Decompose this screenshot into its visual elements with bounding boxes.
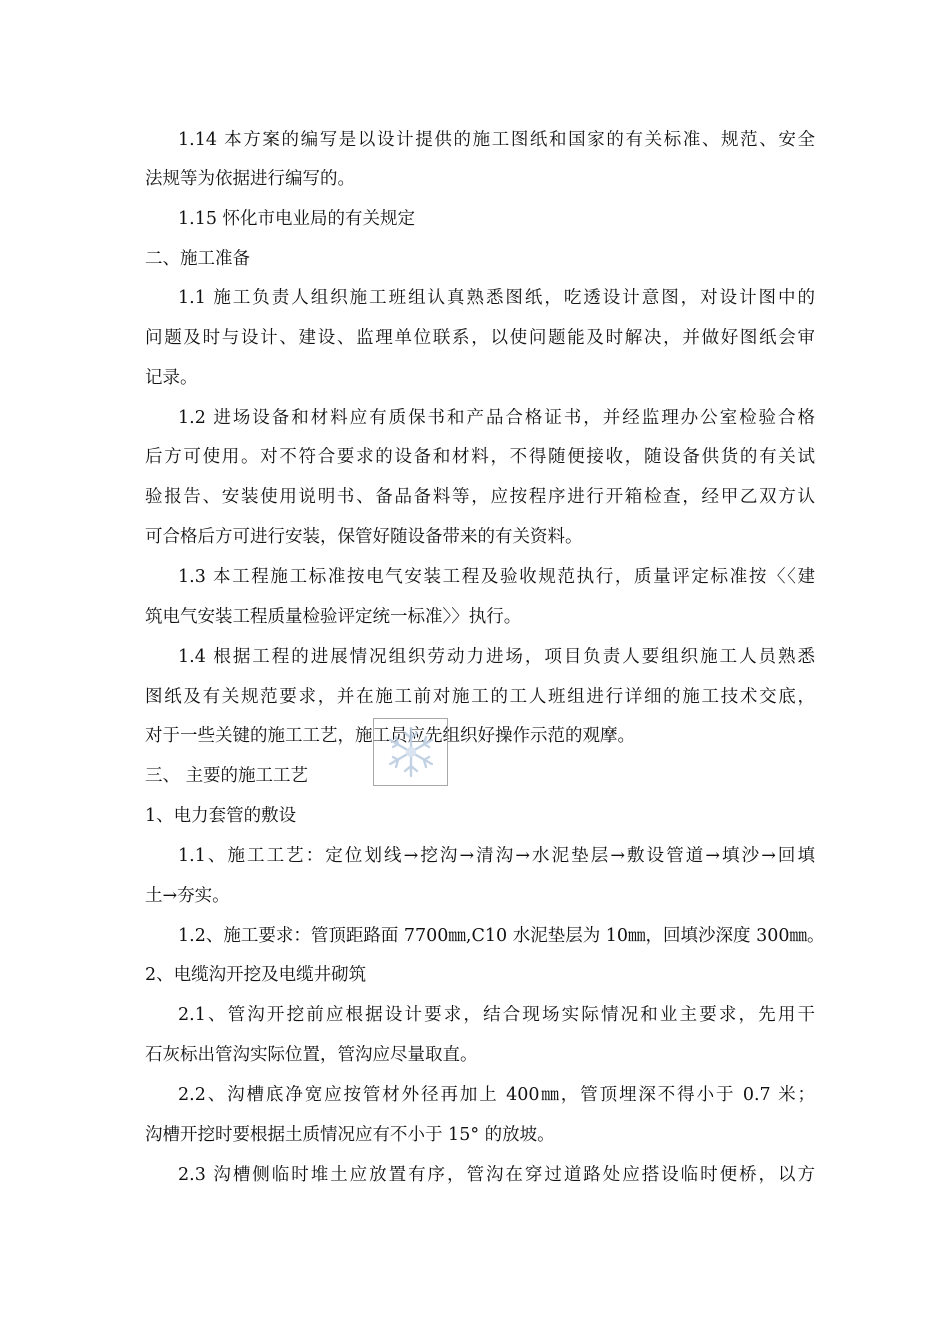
paragraph-line: 2.1、管沟开挖前应根据设计要求，结合现场实际情况和业主要求，先用干 bbox=[178, 1005, 815, 1025]
paragraph-line: 1.15 怀化市电业局的有关规定 bbox=[178, 209, 416, 229]
paragraph-line: 1.1、施工工艺：定位划线→挖沟→清沟→水泥垫层→敷设管道→填沙→回填 bbox=[178, 846, 815, 866]
snowflake-watermark-icon bbox=[382, 723, 440, 781]
section-heading: 二、施工准备 bbox=[145, 249, 250, 269]
paragraph-line: 可合格后方可进行安装，保管好随设备带来的有关资料。 bbox=[145, 527, 583, 547]
paragraph-line: 1.14 本方案的编写是以设计提供的施工图纸和国家的有关标准、规范、安全 bbox=[178, 130, 815, 150]
paragraph-line: 1.1 施工负责人组织施工班组认真熟悉图纸，吃透设计意图，对设计图中的 bbox=[178, 288, 815, 308]
section-heading: 三、 主要的施工工艺 bbox=[145, 766, 309, 786]
paragraph-line: 沟槽开挖时要根据土质情况应有不小于 15° 的放坡。 bbox=[145, 1125, 555, 1145]
subsection-heading: 2、电缆沟开挖及电缆井砌筑 bbox=[145, 965, 367, 985]
paragraph-line: 1.2 进场设备和材料应有质保书和产品合格证书，并经监理办公室检验合格 bbox=[178, 408, 815, 428]
paragraph-line: 后方可使用。对不符合要求的设备和材料，不得随便接收，随设备供货的有关试 bbox=[145, 447, 815, 467]
subsection-heading: 1、电力套管的敷设 bbox=[145, 806, 297, 826]
paragraph-line: 图纸及有关规范要求，并在施工前对施工的工人班组进行详细的施工技术交底， bbox=[145, 687, 815, 707]
paragraph-line: 石灰标出管沟实际位置，管沟应尽量取直。 bbox=[145, 1045, 478, 1065]
paragraph-line: 法规等为依据进行编写的。 bbox=[145, 169, 355, 189]
paragraph-line: 土→夯实。 bbox=[145, 886, 230, 906]
paragraph-line: 1.2、施工要求：管顶距路面 7700㎜,C10 水泥垫层为 10㎜，回填沙深度 300㎜。 bbox=[178, 926, 825, 946]
paragraph-line: 记录。 bbox=[145, 368, 198, 388]
paragraph-line: 2.3 沟槽侧临时堆土应放置有序，管沟在穿过道路处应搭设临时便桥，以方 bbox=[178, 1165, 815, 1185]
paragraph-line: 对于一些关键的施工工艺，施工员应先组织好操作示范的观摩。 bbox=[145, 726, 635, 746]
paragraph-line: 1.3 本工程施工标准按电气安装工程及验收规范执行，质量评定标准按〈〈建 bbox=[178, 567, 815, 587]
watermark-stamp bbox=[373, 718, 448, 786]
paragraph-line: 问题及时与设计、建设、监理单位联系，以使问题能及时解决，并做好图纸会审 bbox=[145, 328, 815, 348]
paragraph-line: 验报告、安装使用说明书、备品备料等，应按程序进行开箱检查，经甲乙双方认 bbox=[145, 487, 815, 507]
paragraph-line: 筑电气安装工程质量检验评定统一标准〉〉执行。 bbox=[145, 607, 522, 627]
paragraph-line: 1.4 根据工程的进展情况组织劳动力进场，项目负责人要组织施工人员熟悉 bbox=[178, 647, 815, 667]
paragraph-line: 2.2、沟槽底净宽应按管材外径再加上 400㎜，管顶埋深不得小于 0.7 米； bbox=[178, 1085, 815, 1105]
